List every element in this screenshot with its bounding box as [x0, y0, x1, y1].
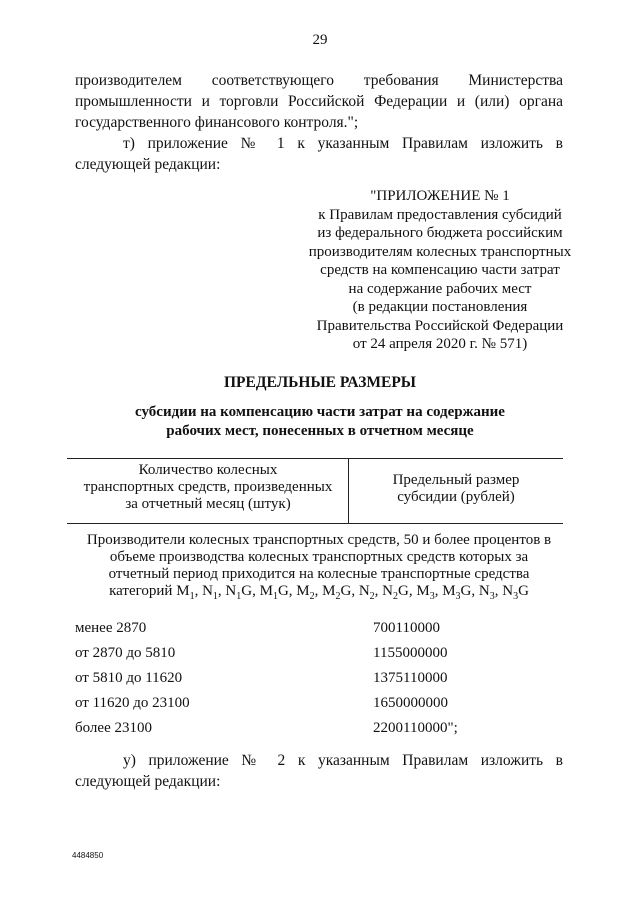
row-value: 1375110000 [373, 670, 448, 686]
categories-prefix: категорий [109, 583, 173, 599]
header-line: Предельный размер [392, 472, 520, 488]
row-range: менее 2870 [75, 620, 147, 636]
vehicle-category: $M_3G$ [442, 583, 472, 602]
intro-line-2-text: промышленности и торговли Российской Федерации и (или) органа [75, 93, 563, 110]
table-header-quantity [70, 462, 346, 513]
paragraph-t: т) приложение № 1 к указанным Правилам изложить в следующей редакции: [75, 135, 563, 173]
group-line: Производители колесных транспортных средств, 50 и более процентов в [86, 532, 552, 548]
appendix-line: средств на компенсацию части затрат [320, 262, 560, 278]
appendix-line: на содержание рабочих мест [348, 280, 532, 297]
header-line: Количество колесных [138, 462, 278, 478]
row-value: 1650000000 [373, 695, 448, 711]
vehicle-category: $M_2G$ [322, 583, 352, 602]
subsidy-table-rows [75, 616, 563, 741]
paragraph-y: у) приложение № 2 к указанным Правилам изложить в следующей редакции: [75, 752, 563, 790]
vehicle-category: $M_2$ [296, 583, 315, 602]
table-row [75, 666, 563, 691]
subtitle-line: субсидии на компенсацию части затрат на содержание [135, 404, 505, 420]
table-header-subsidy [352, 472, 560, 506]
vehicle-category: $N_2G$ [382, 583, 409, 602]
appendix-line: от 24 апреля 2020 г. № 571) [352, 336, 528, 352]
table-row [75, 716, 563, 741]
intro-word: производителем [75, 72, 182, 89]
vehicle-category: $N_1G$ [225, 583, 253, 602]
header-line: транспортных средств, произведенных [83, 479, 333, 495]
table-row [75, 616, 563, 641]
table-row [75, 641, 563, 666]
appendix-header [250, 187, 630, 354]
row-value: 2200110000"; [373, 720, 458, 736]
header-line: субсидии (рублей) [397, 489, 515, 505]
vehicle-categories-line [75, 583, 563, 605]
intro-line-3: государственного финансового контроля."; [75, 114, 359, 131]
document-subtitle [100, 403, 540, 441]
row-value: 700110000 [373, 620, 440, 636]
header-line: за отчетный месяц (штук) [125, 496, 291, 512]
document-id: 4484850 [72, 851, 104, 860]
appendix-line: к Правилам предоставления субсидий [318, 206, 562, 223]
vehicle-category: $M_3$ [416, 583, 435, 602]
table-top-rule [67, 458, 563, 459]
subtitle-line: рабочих мест, понесенных в отчетном месяце [166, 423, 474, 439]
group-line: отчетный период приходится на колесные транспортные средства [108, 566, 530, 582]
group-line: объеме производства колесных транспортных средств которых за [109, 549, 529, 565]
vehicle-category: $N_2$ [358, 583, 375, 602]
page-number: 29 [312, 32, 328, 48]
vehicle-category: $N_3$ [478, 583, 495, 602]
vehicle-category: $N_1$ [202, 583, 218, 602]
appendix-line: из федерального бюджета российским [317, 225, 563, 241]
vehicle-category: $N_3G$ [502, 583, 529, 602]
intro-word: Министерства [468, 72, 563, 89]
intro-word: требования [363, 72, 439, 89]
appendix-line: "ПРИЛОЖЕНИЕ № 1 [370, 188, 510, 204]
categories-list: $M_1$, $N_1$, $N_1G$, $M_1G$, $M_2$, $M_2G$, $N_2$, $N_2G$, $M_3$, $M_3G$, $N_3$, $N_3G$ [176, 583, 529, 602]
intro-line-2 [75, 91, 563, 112]
table-column-divider [348, 458, 349, 523]
row-range: от 5810 до 11620 [75, 670, 183, 686]
appendix-line: (в редакции постановления [352, 299, 528, 315]
intro-word: соответствующего [211, 72, 335, 89]
table-group-heading [75, 532, 563, 605]
appendix-line: Правительства Российской Федерации [316, 317, 564, 334]
vehicle-category: $M_1$ [176, 583, 195, 602]
intro-line-1 [75, 70, 563, 91]
intro-paragraph [75, 70, 563, 133]
row-range: от 2870 до 5810 [75, 645, 176, 661]
table-header-bottom-rule [67, 523, 563, 524]
table-row [75, 691, 563, 716]
row-range: более 23100 [75, 720, 152, 736]
row-value: 1155000000 [373, 645, 448, 661]
vehicle-category: $M_1G$ [259, 583, 289, 602]
document-title: ПРЕДЕЛЬНЫЕ РАЗМЕРЫ [223, 374, 417, 391]
row-range: от 11620 до 23100 [75, 695, 190, 711]
appendix-line: производителям колесных транспортных [308, 243, 572, 260]
